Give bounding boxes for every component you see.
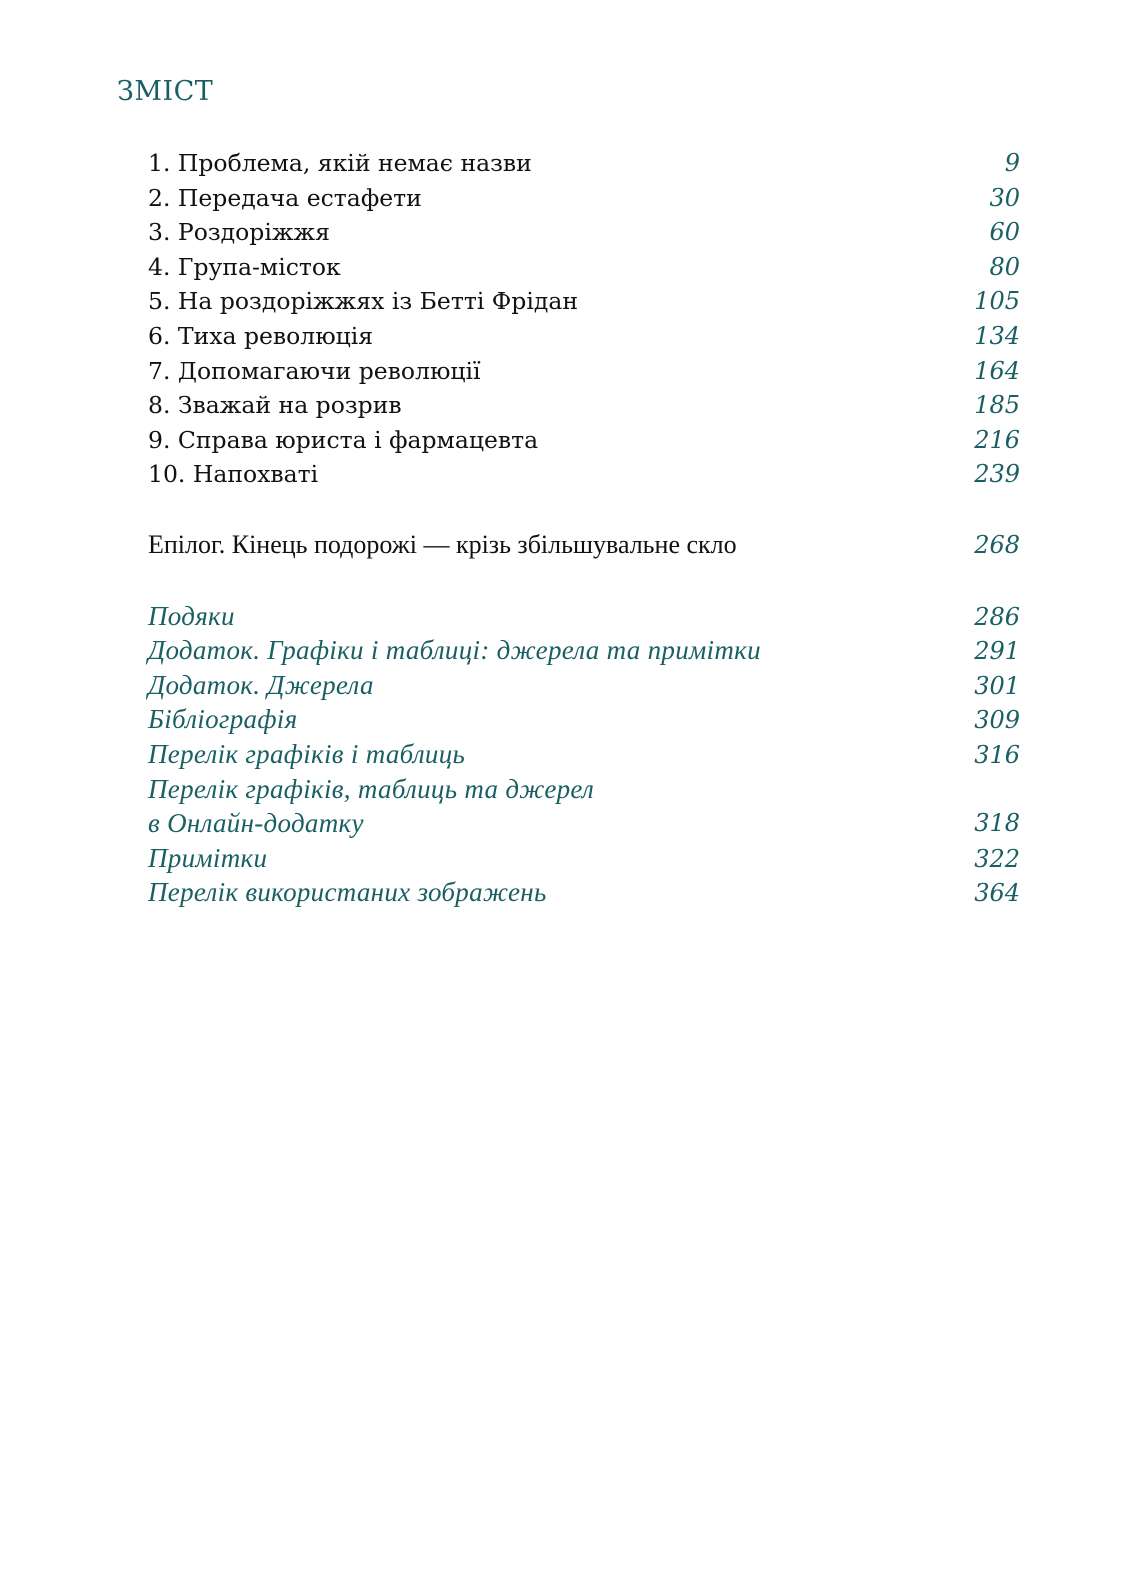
toc-entry-appendix-charts[interactable] xyxy=(148,633,1020,668)
toc-page-number: 185 xyxy=(974,391,1020,420)
toc-entry-label: Бібліографія xyxy=(148,704,298,735)
toc-entry-label: Додаток. Джерела xyxy=(148,669,374,700)
toc-entry-label: Примітки xyxy=(148,842,268,873)
toc-entry-list-of-charts[interactable] xyxy=(148,737,1020,772)
toc-entry-label: 7. Допомагаючи революції xyxy=(148,356,481,385)
toc-page-number: 60 xyxy=(989,218,1020,247)
toc-page-number: 268 xyxy=(974,530,1020,559)
toc-entry-chapter-6[interactable] xyxy=(148,319,1020,354)
toc-entry-chapter-8[interactable] xyxy=(148,388,1020,423)
toc-entry-label: 9. Справа юриста і фармацевта xyxy=(148,425,539,454)
toc-entry-epilogue[interactable] xyxy=(148,528,1020,563)
toc-entry-chapter-10[interactable] xyxy=(148,457,1020,492)
toc-entry-chapter-2[interactable] xyxy=(148,181,1020,216)
toc-entry-notes[interactable] xyxy=(148,841,1020,876)
toc-page-number: 216 xyxy=(974,425,1020,454)
page-title: ЗМІСТ xyxy=(117,76,214,107)
toc-entry-acknowledgements[interactable] xyxy=(148,599,1020,634)
toc-page-number: 301 xyxy=(974,671,1020,700)
toc-entry-label xyxy=(148,772,594,841)
toc-entry-chapter-9[interactable] xyxy=(148,423,1020,458)
toc-page-number: 9 xyxy=(1004,149,1020,177)
toc-entry-label: 6. Тиха революція xyxy=(148,321,374,350)
toc-entry-label: Епілог. Кінець подорожі — крізь збільшувальне скло xyxy=(148,529,737,559)
toc-entry-label: Додаток. Графіки і таблиці: джерела та примітки xyxy=(148,635,761,666)
section-spacer xyxy=(148,563,1020,599)
toc-entry-chapter-1[interactable] xyxy=(148,146,1020,181)
toc-page-number: 309 xyxy=(974,706,1020,735)
toc-entry-online-appendix[interactable] xyxy=(148,772,1020,841)
toc-entry-label: 2. Передача естафети xyxy=(148,183,422,212)
toc-page-number: 30 xyxy=(989,183,1020,212)
toc-entry-chapter-4[interactable] xyxy=(148,250,1020,285)
toc-page-number: 322 xyxy=(974,844,1020,873)
toc-page-number: 105 xyxy=(974,287,1020,316)
toc-entry-appendix-sources[interactable] xyxy=(148,668,1020,703)
toc-entry-label-line-1: Перелік графіків, таблиць та джерел xyxy=(148,773,595,804)
toc-page-number: 80 xyxy=(989,252,1020,281)
toc-entry-label: Подяки xyxy=(148,600,235,631)
toc-page-number: 239 xyxy=(974,460,1020,489)
toc-entry-label: Перелік використаних зображень xyxy=(148,877,547,908)
toc-entry-label: Перелік графіків і таблиць xyxy=(148,738,466,769)
toc-entry-chapter-5[interactable] xyxy=(148,284,1020,319)
toc-page-number: 316 xyxy=(974,740,1020,769)
toc-entry-label: 3. Роздоріжжя xyxy=(148,218,330,247)
toc-page-number: 318 xyxy=(974,809,1020,838)
toc-entry-chapter-7[interactable] xyxy=(148,354,1020,389)
section-spacer xyxy=(148,492,1020,528)
toc-page-number: 364 xyxy=(974,879,1020,908)
toc-entry-chapter-3[interactable] xyxy=(148,215,1020,250)
toc-entry-label: 1. Проблема, якій немає назви xyxy=(148,149,532,177)
toc-entry-label: 5. На роздоріжжях із Бетті Фрідан xyxy=(148,287,579,316)
toc-page-number: 134 xyxy=(974,321,1020,350)
table-of-contents xyxy=(148,146,1020,910)
toc-page-number: 286 xyxy=(974,602,1020,631)
toc-entry-label-line-2: в Онлайн-додатку xyxy=(148,808,364,839)
toc-entry-bibliography[interactable] xyxy=(148,702,1020,737)
toc-entry-label: 4. Група-місток xyxy=(148,252,341,281)
toc-entry-label: 8. Зважай на розрив xyxy=(148,391,402,420)
toc-page-number: 164 xyxy=(974,356,1020,385)
toc-entry-label: 10. Напохваті xyxy=(148,460,319,489)
toc-page-number: 291 xyxy=(974,637,1020,666)
toc-entry-image-credits[interactable] xyxy=(148,875,1020,910)
